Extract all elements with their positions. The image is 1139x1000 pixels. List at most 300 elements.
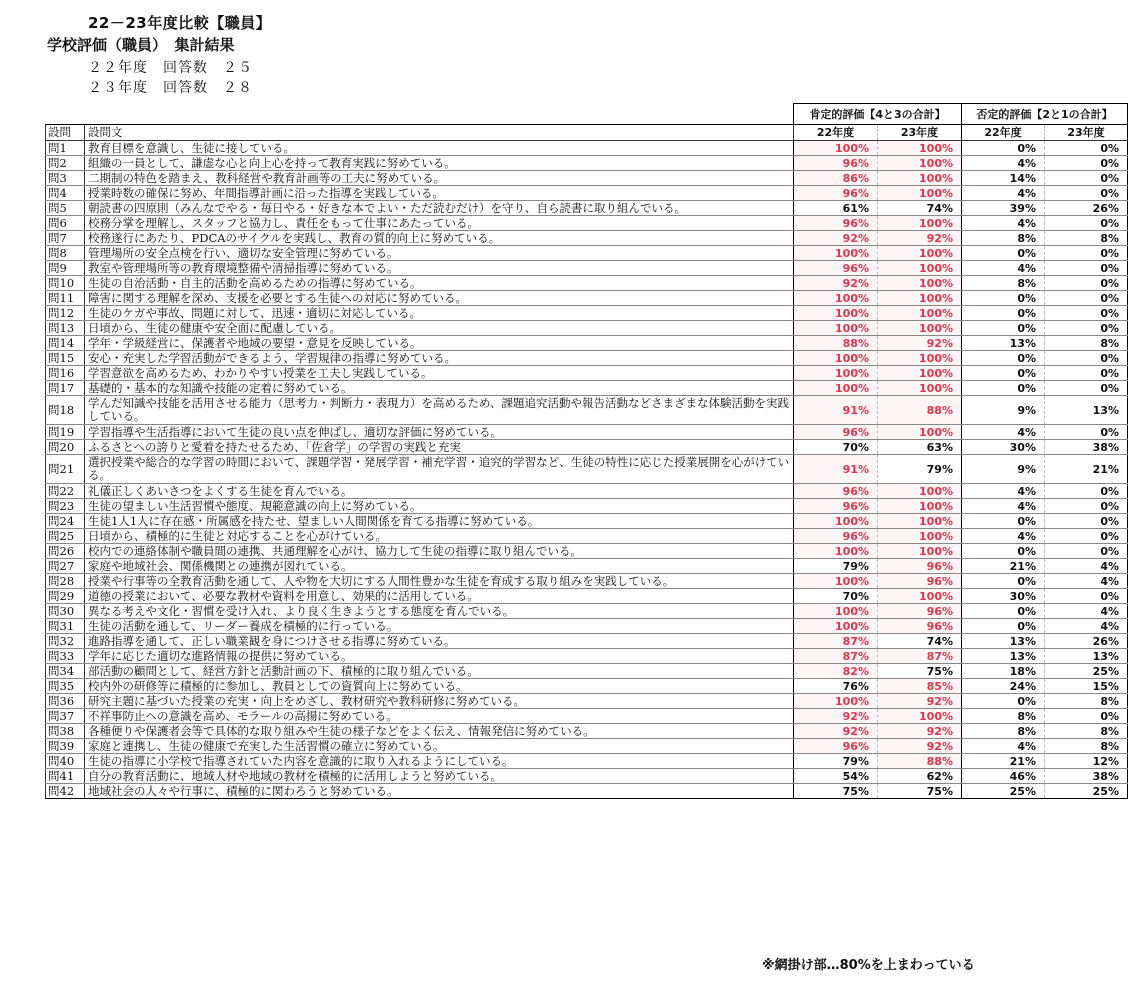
positive-22-value: 100%: [794, 351, 878, 366]
table-row: [46, 381, 1128, 396]
question-text: 研究主題に基づいた授業の充実・向上をめざし、教材研究や教科研修に努めている。: [85, 694, 794, 709]
positive-23-value: 63%: [878, 440, 962, 455]
table-row: [46, 529, 1128, 544]
negative-23-value: 0%: [1045, 529, 1128, 544]
question-number: 問21: [46, 455, 85, 484]
table-row: [46, 619, 1128, 634]
positive-23-value: 92%: [878, 739, 962, 754]
negative-23-value: 0%: [1045, 381, 1128, 396]
negative-23-value: 0%: [1045, 484, 1128, 499]
negative-22-value: 25%: [962, 784, 1045, 799]
positive-23-value: 100%: [878, 544, 962, 559]
positive-22-value: 54%: [794, 769, 878, 784]
negative-22-value: 18%: [962, 664, 1045, 679]
negative-23-value: 4%: [1045, 619, 1128, 634]
positive-22-value: 100%: [794, 574, 878, 589]
question-number: 問40: [46, 754, 85, 769]
question-text: 障害に関する理解を深め、支援を必要とする生徒への対応に努めている。: [85, 291, 794, 306]
positive-23-value: 88%: [878, 396, 962, 425]
negative-23-value: 15%: [1045, 679, 1128, 694]
negative-23-value: 26%: [1045, 634, 1128, 649]
negative-22-value: 4%: [962, 529, 1045, 544]
positive-22-value: 100%: [794, 321, 878, 336]
positive-23-value: 100%: [878, 529, 962, 544]
negative-22-value: 4%: [962, 261, 1045, 276]
positive-22-value: 100%: [794, 141, 878, 156]
positive-22-value: 96%: [794, 156, 878, 171]
positive-22-value: 100%: [794, 544, 878, 559]
question-text: 自分の教育活動に、地域人材や地域の教材を積極的に活用しようと努めている。: [85, 769, 794, 784]
negative-22-value: 0%: [962, 321, 1045, 336]
question-number: 問36: [46, 694, 85, 709]
negative-22-value: 8%: [962, 724, 1045, 739]
positive-23-value: 100%: [878, 171, 962, 186]
question-number: 問38: [46, 724, 85, 739]
negative-23-value: 0%: [1045, 276, 1128, 291]
question-text: 各種便りや保護者会等で具体的な取り組みや生徒の様子などをよく伝え、情報発信に努めている。: [85, 724, 794, 739]
question-text: 生徒の自治活動・自主的活動を高めるための指導に努めている。: [85, 276, 794, 291]
positive-22-value: 100%: [794, 381, 878, 396]
table-row: [46, 634, 1128, 649]
negative-23-value: 8%: [1045, 724, 1128, 739]
question-number: 問1: [46, 141, 85, 156]
positive-22-value: 70%: [794, 440, 878, 455]
table-row: [46, 484, 1128, 499]
col-header-pos-23: 23年度: [878, 125, 962, 141]
question-text: 日頃から、生徒の健康や安全面に配慮している。: [85, 321, 794, 336]
negative-22-value: 0%: [962, 306, 1045, 321]
positive-23-value: 100%: [878, 261, 962, 276]
question-number: 問41: [46, 769, 85, 784]
positive-22-value: 96%: [794, 484, 878, 499]
negative-23-value: 0%: [1045, 514, 1128, 529]
negative-22-value: 4%: [962, 484, 1045, 499]
response-count-23: ２３年度 回答数 ２８: [88, 80, 253, 96]
negative-group-header: 否定的評価【2と1の合計】: [962, 104, 1128, 125]
positive-22-value: 92%: [794, 231, 878, 246]
negative-23-value: 0%: [1045, 425, 1128, 440]
question-number: 問29: [46, 589, 85, 604]
question-number: 問10: [46, 276, 85, 291]
negative-23-value: 0%: [1045, 544, 1128, 559]
question-number: 問3: [46, 171, 85, 186]
positive-23-value: 92%: [878, 336, 962, 351]
question-number: 問16: [46, 366, 85, 381]
question-text: 教育目標を意識し、生徒に接している。: [85, 141, 794, 156]
response-count-22: ２２年度 回答数 ２５: [88, 60, 253, 76]
positive-22-value: 91%: [794, 396, 878, 425]
negative-23-value: 0%: [1045, 366, 1128, 381]
negative-23-value: 0%: [1045, 171, 1128, 186]
question-number: 問12: [46, 306, 85, 321]
negative-23-value: 26%: [1045, 201, 1128, 216]
positive-23-value: 92%: [878, 724, 962, 739]
negative-23-value: 4%: [1045, 574, 1128, 589]
question-number: 問28: [46, 574, 85, 589]
negative-23-value: 0%: [1045, 261, 1128, 276]
positive-23-value: 100%: [878, 589, 962, 604]
question-text: 管理場所の安全点検を行い、適切な安全管理に努めている。: [85, 246, 794, 261]
negative-23-value: 0%: [1045, 351, 1128, 366]
negative-23-value: 4%: [1045, 604, 1128, 619]
negative-22-value: 13%: [962, 649, 1045, 664]
question-number: 問31: [46, 619, 85, 634]
table-row: [46, 261, 1128, 276]
positive-23-value: 100%: [878, 186, 962, 201]
question-text: 家庭と連携し、生徒の健康で充実した生活習慣の確立に努めている。: [85, 739, 794, 754]
negative-23-value: 38%: [1045, 440, 1128, 455]
table-row: [46, 679, 1128, 694]
table-row: [46, 739, 1128, 754]
table-row: [46, 186, 1128, 201]
question-number: 問11: [46, 291, 85, 306]
question-text: 教室や管理場所等の教育環境整備や清掃指導に努めている。: [85, 261, 794, 276]
positive-22-value: 92%: [794, 276, 878, 291]
table-row: [46, 574, 1128, 589]
question-text: 校務分掌を理解し、スタッフと協力し、責任をもって仕事にあたっている。: [85, 216, 794, 231]
table-row: [46, 559, 1128, 574]
footnote: ※網掛け部…80%を上まわっている: [762, 958, 975, 973]
positive-22-value: 100%: [794, 306, 878, 321]
positive-22-value: 100%: [794, 366, 878, 381]
positive-group-header: 肯定的評価【4と3の合計】: [794, 104, 962, 125]
positive-23-value: 96%: [878, 574, 962, 589]
negative-22-value: 0%: [962, 514, 1045, 529]
negative-23-value: 0%: [1045, 589, 1128, 604]
question-text: 生徒の望ましい生活習慣や態度、規範意識の向上に努めている。: [85, 499, 794, 514]
question-number: 問18: [46, 396, 85, 425]
positive-23-value: 62%: [878, 769, 962, 784]
question-text: 生徒の活動を通して、リーダー養成を積極的に行っている。: [85, 619, 794, 634]
question-number: 問30: [46, 604, 85, 619]
negative-22-value: 30%: [962, 440, 1045, 455]
table-row: [46, 514, 1128, 529]
question-text: 家庭や地域社会、関係機関との連携が図れている。: [85, 559, 794, 574]
positive-22-value: 100%: [794, 246, 878, 261]
positive-23-value: 85%: [878, 679, 962, 694]
results-table: [45, 103, 1128, 799]
negative-22-value: 0%: [962, 246, 1045, 261]
question-number: 問7: [46, 231, 85, 246]
positive-23-value: 100%: [878, 381, 962, 396]
table-row: [46, 649, 1128, 664]
col-header-question: 設問文: [85, 125, 794, 141]
negative-23-value: 0%: [1045, 141, 1128, 156]
question-number: 問33: [46, 649, 85, 664]
question-text: 学年に応じた適切な進路情報の提供に努めている。: [85, 649, 794, 664]
negative-22-value: 0%: [962, 141, 1045, 156]
table-row: [46, 351, 1128, 366]
question-number: 問42: [46, 784, 85, 799]
negative-22-value: 8%: [962, 276, 1045, 291]
table-row: [46, 321, 1128, 336]
question-number: 問22: [46, 484, 85, 499]
question-number: 問20: [46, 440, 85, 455]
negative-22-value: 8%: [962, 709, 1045, 724]
positive-23-value: 74%: [878, 634, 962, 649]
positive-23-value: 100%: [878, 141, 962, 156]
col-header-pos-22: 22年度: [794, 125, 878, 141]
positive-22-value: 96%: [794, 186, 878, 201]
table-row: [46, 754, 1128, 769]
table-row: [46, 216, 1128, 231]
negative-22-value: 0%: [962, 351, 1045, 366]
negative-22-value: 0%: [962, 574, 1045, 589]
negative-22-value: 21%: [962, 559, 1045, 574]
negative-22-value: 0%: [962, 291, 1045, 306]
question-text: 不祥事防止への意識を高め、モラールの高揚に努めている。: [85, 709, 794, 724]
question-text: 組織の一員として、謙虚な心と向上心を持って教育実践に努めている。: [85, 156, 794, 171]
question-number: 問8: [46, 246, 85, 261]
negative-23-value: 0%: [1045, 216, 1128, 231]
positive-23-value: 100%: [878, 484, 962, 499]
table-row: [46, 499, 1128, 514]
question-text: 地域社会の人々や行事に、積極的に関わろうと努めている。: [85, 784, 794, 799]
positive-22-value: 100%: [794, 291, 878, 306]
question-text: 生徒1人1人に存在感・所属感を持たせ、望ましい人間関係を育てる指導に努めている。: [85, 514, 794, 529]
table-row: [46, 694, 1128, 709]
page-title: 22－23年度比較【職員】: [88, 14, 272, 32]
positive-22-value: 96%: [794, 529, 878, 544]
positive-23-value: 100%: [878, 306, 962, 321]
negative-23-value: 21%: [1045, 455, 1128, 484]
table-row: [46, 425, 1128, 440]
question-number: 問9: [46, 261, 85, 276]
question-number: 問35: [46, 679, 85, 694]
table-row: [46, 664, 1128, 679]
table-row: [46, 156, 1128, 171]
col-header-num: 設問: [46, 125, 85, 141]
question-text: 校務遂行にあたり、PDCAのサイクルを実践し、教育の質的向上に努めている。: [85, 231, 794, 246]
question-number: 問37: [46, 709, 85, 724]
question-number: 問27: [46, 559, 85, 574]
negative-23-value: 0%: [1045, 499, 1128, 514]
positive-23-value: 92%: [878, 231, 962, 246]
positive-22-value: 86%: [794, 171, 878, 186]
question-text: 学年・学級経営に、保護者や地域の要望・意見を反映している。: [85, 336, 794, 351]
negative-22-value: 30%: [962, 589, 1045, 604]
negative-23-value: 25%: [1045, 664, 1128, 679]
table-row: [46, 291, 1128, 306]
positive-23-value: 88%: [878, 754, 962, 769]
question-text: 学んだ知識や技能を活用させる能力（思考力・判断力・表現力）を高めるため、課題追究活動や報告活動などさまざまな体験活動を実践している。: [85, 396, 794, 425]
table-row: [46, 604, 1128, 619]
positive-22-value: 96%: [794, 739, 878, 754]
negative-22-value: 13%: [962, 634, 1045, 649]
question-text: ふるさとへの誇りと愛着を持たせるため、「佐倉学」の学習の実践と充実: [85, 440, 794, 455]
question-text: 学習指導や生活指導において生徒の良い点を伸ばし、適切な評価に努めている。: [85, 425, 794, 440]
col-header-neg-22: 22年度: [962, 125, 1045, 141]
positive-22-value: 88%: [794, 336, 878, 351]
table-row: [46, 171, 1128, 186]
negative-22-value: 9%: [962, 396, 1045, 425]
negative-22-value: 4%: [962, 739, 1045, 754]
negative-22-value: 13%: [962, 336, 1045, 351]
question-text: 部活動の顧問として、経営方針と活動計画の下、積極的に取り組んでいる。: [85, 664, 794, 679]
col-header-neg-23: 23年度: [1045, 125, 1128, 141]
negative-22-value: 9%: [962, 455, 1045, 484]
negative-23-value: 0%: [1045, 709, 1128, 724]
positive-23-value: 75%: [878, 664, 962, 679]
positive-23-value: 75%: [878, 784, 962, 799]
question-number: 問26: [46, 544, 85, 559]
negative-23-value: 8%: [1045, 336, 1128, 351]
negative-23-value: 8%: [1045, 231, 1128, 246]
question-text: 選択授業や総合的な学習の時間において、課題学習・発展学習・補充学習・追究的学習など、生徒の特性に応じた授業展開を心がけている。: [85, 455, 794, 484]
question-number: 問23: [46, 499, 85, 514]
positive-23-value: 100%: [878, 514, 962, 529]
question-number: 問4: [46, 186, 85, 201]
positive-22-value: 75%: [794, 784, 878, 799]
negative-22-value: 46%: [962, 769, 1045, 784]
question-text: 授業時数の確保に努め、年間指導計画に沿った指導を実践している。: [85, 186, 794, 201]
positive-23-value: 100%: [878, 321, 962, 336]
negative-23-value: 38%: [1045, 769, 1128, 784]
question-text: 校内外の研修等に積極的に参加し、教員としての資質向上に努めている。: [85, 679, 794, 694]
question-text: 校内での連絡体制や職員間の連携、共通理解を心がけ、協力して生徒の指導に取り組んでいる。: [85, 544, 794, 559]
positive-23-value: 100%: [878, 291, 962, 306]
table-row: [46, 724, 1128, 739]
positive-23-value: 96%: [878, 604, 962, 619]
question-text: 礼儀正しくあいさつをよくする生徒を育んでいる。: [85, 484, 794, 499]
positive-22-value: 96%: [794, 425, 878, 440]
table-row: [46, 306, 1128, 321]
question-number: 問34: [46, 664, 85, 679]
table-row: [46, 769, 1128, 784]
positive-23-value: 74%: [878, 201, 962, 216]
negative-23-value: 0%: [1045, 186, 1128, 201]
negative-23-value: 4%: [1045, 559, 1128, 574]
question-text: 授業や行事等の全教育活動を通して、人や物を大切にする人間性豊かな生徒を育成する取り組みを実践している。: [85, 574, 794, 589]
question-number: 問2: [46, 156, 85, 171]
table-row: [46, 336, 1128, 351]
positive-23-value: 100%: [878, 246, 962, 261]
table-row: [46, 276, 1128, 291]
question-text: 二期制の特色を踏まえ、教科経営や教育計画等の工夫に努めている。: [85, 171, 794, 186]
question-number: 問19: [46, 425, 85, 440]
negative-22-value: 0%: [962, 694, 1045, 709]
positive-23-value: 100%: [878, 216, 962, 231]
question-text: 道徳の授業において、必要な教材や資料を用意し、効果的に活用している。: [85, 589, 794, 604]
positive-22-value: 92%: [794, 724, 878, 739]
question-text: 日頃から、積極的に生徒と対応することを心がけている。: [85, 529, 794, 544]
table-row: [46, 709, 1128, 724]
negative-22-value: 4%: [962, 186, 1045, 201]
question-number: 問24: [46, 514, 85, 529]
positive-23-value: 79%: [878, 455, 962, 484]
question-number: 問13: [46, 321, 85, 336]
negative-22-value: 24%: [962, 679, 1045, 694]
positive-23-value: 87%: [878, 649, 962, 664]
page-subtitle: 学校評価（職員） 集計結果: [47, 36, 235, 54]
negative-22-value: 0%: [962, 381, 1045, 396]
positive-22-value: 87%: [794, 649, 878, 664]
positive-22-value: 82%: [794, 664, 878, 679]
table-row: [46, 784, 1128, 799]
question-text: 安心・充実した学習活動ができるよう、学習規律の指導に努めている。: [85, 351, 794, 366]
positive-22-value: 100%: [794, 514, 878, 529]
negative-22-value: 0%: [962, 544, 1045, 559]
table-row: [46, 201, 1128, 216]
positive-23-value: 100%: [878, 276, 962, 291]
positive-22-value: 79%: [794, 754, 878, 769]
table-row: [46, 246, 1128, 261]
positive-22-value: 96%: [794, 216, 878, 231]
negative-23-value: 13%: [1045, 649, 1128, 664]
positive-23-value: 96%: [878, 559, 962, 574]
positive-22-value: 87%: [794, 634, 878, 649]
positive-22-value: 70%: [794, 589, 878, 604]
negative-22-value: 0%: [962, 604, 1045, 619]
positive-22-value: 100%: [794, 604, 878, 619]
negative-22-value: 4%: [962, 425, 1045, 440]
negative-22-value: 14%: [962, 171, 1045, 186]
table-row: [46, 231, 1128, 246]
question-number: 問14: [46, 336, 85, 351]
question-number: 問39: [46, 739, 85, 754]
table-row: [46, 440, 1128, 455]
negative-22-value: 0%: [962, 366, 1045, 381]
negative-23-value: 0%: [1045, 321, 1128, 336]
question-number: 問32: [46, 634, 85, 649]
positive-22-value: 61%: [794, 201, 878, 216]
question-number: 問5: [46, 201, 85, 216]
positive-22-value: 100%: [794, 619, 878, 634]
positive-23-value: 96%: [878, 619, 962, 634]
question-number: 問17: [46, 381, 85, 396]
positive-22-value: 79%: [794, 559, 878, 574]
negative-22-value: 4%: [962, 499, 1045, 514]
positive-23-value: 100%: [878, 709, 962, 724]
negative-23-value: 13%: [1045, 396, 1128, 425]
table-row: [46, 141, 1128, 156]
positive-23-value: 100%: [878, 425, 962, 440]
positive-23-value: 100%: [878, 156, 962, 171]
negative-22-value: 4%: [962, 216, 1045, 231]
positive-22-value: 100%: [794, 694, 878, 709]
positive-22-value: 92%: [794, 709, 878, 724]
positive-23-value: 92%: [878, 694, 962, 709]
negative-23-value: 25%: [1045, 784, 1128, 799]
table-row: [46, 455, 1128, 484]
positive-23-value: 100%: [878, 366, 962, 381]
positive-22-value: 96%: [794, 261, 878, 276]
negative-23-value: 8%: [1045, 739, 1128, 754]
question-text: 学習意欲を高めるため、わかりやすい授業を工夫し実践している。: [85, 366, 794, 381]
positive-22-value: 96%: [794, 499, 878, 514]
positive-23-value: 100%: [878, 499, 962, 514]
question-text: 朝読書の四原則（みんなでやる・毎日やる・好きな本でよい・ただ読むだけ）を守り、自ら読書に取り組んでいる。: [85, 201, 794, 216]
question-number: 問15: [46, 351, 85, 366]
negative-22-value: 21%: [962, 754, 1045, 769]
table-row: [46, 544, 1128, 559]
question-number: 問25: [46, 529, 85, 544]
positive-22-value: 76%: [794, 679, 878, 694]
negative-22-value: 4%: [962, 156, 1045, 171]
negative-23-value: 0%: [1045, 156, 1128, 171]
negative-22-value: 8%: [962, 231, 1045, 246]
positive-23-value: 100%: [878, 351, 962, 366]
question-number: 問6: [46, 216, 85, 231]
table-row: [46, 396, 1128, 425]
negative-23-value: 0%: [1045, 306, 1128, 321]
positive-22-value: 91%: [794, 455, 878, 484]
negative-23-value: 8%: [1045, 694, 1128, 709]
negative-23-value: 0%: [1045, 246, 1128, 261]
negative-22-value: 39%: [962, 201, 1045, 216]
negative-22-value: 0%: [962, 619, 1045, 634]
negative-23-value: 12%: [1045, 754, 1128, 769]
